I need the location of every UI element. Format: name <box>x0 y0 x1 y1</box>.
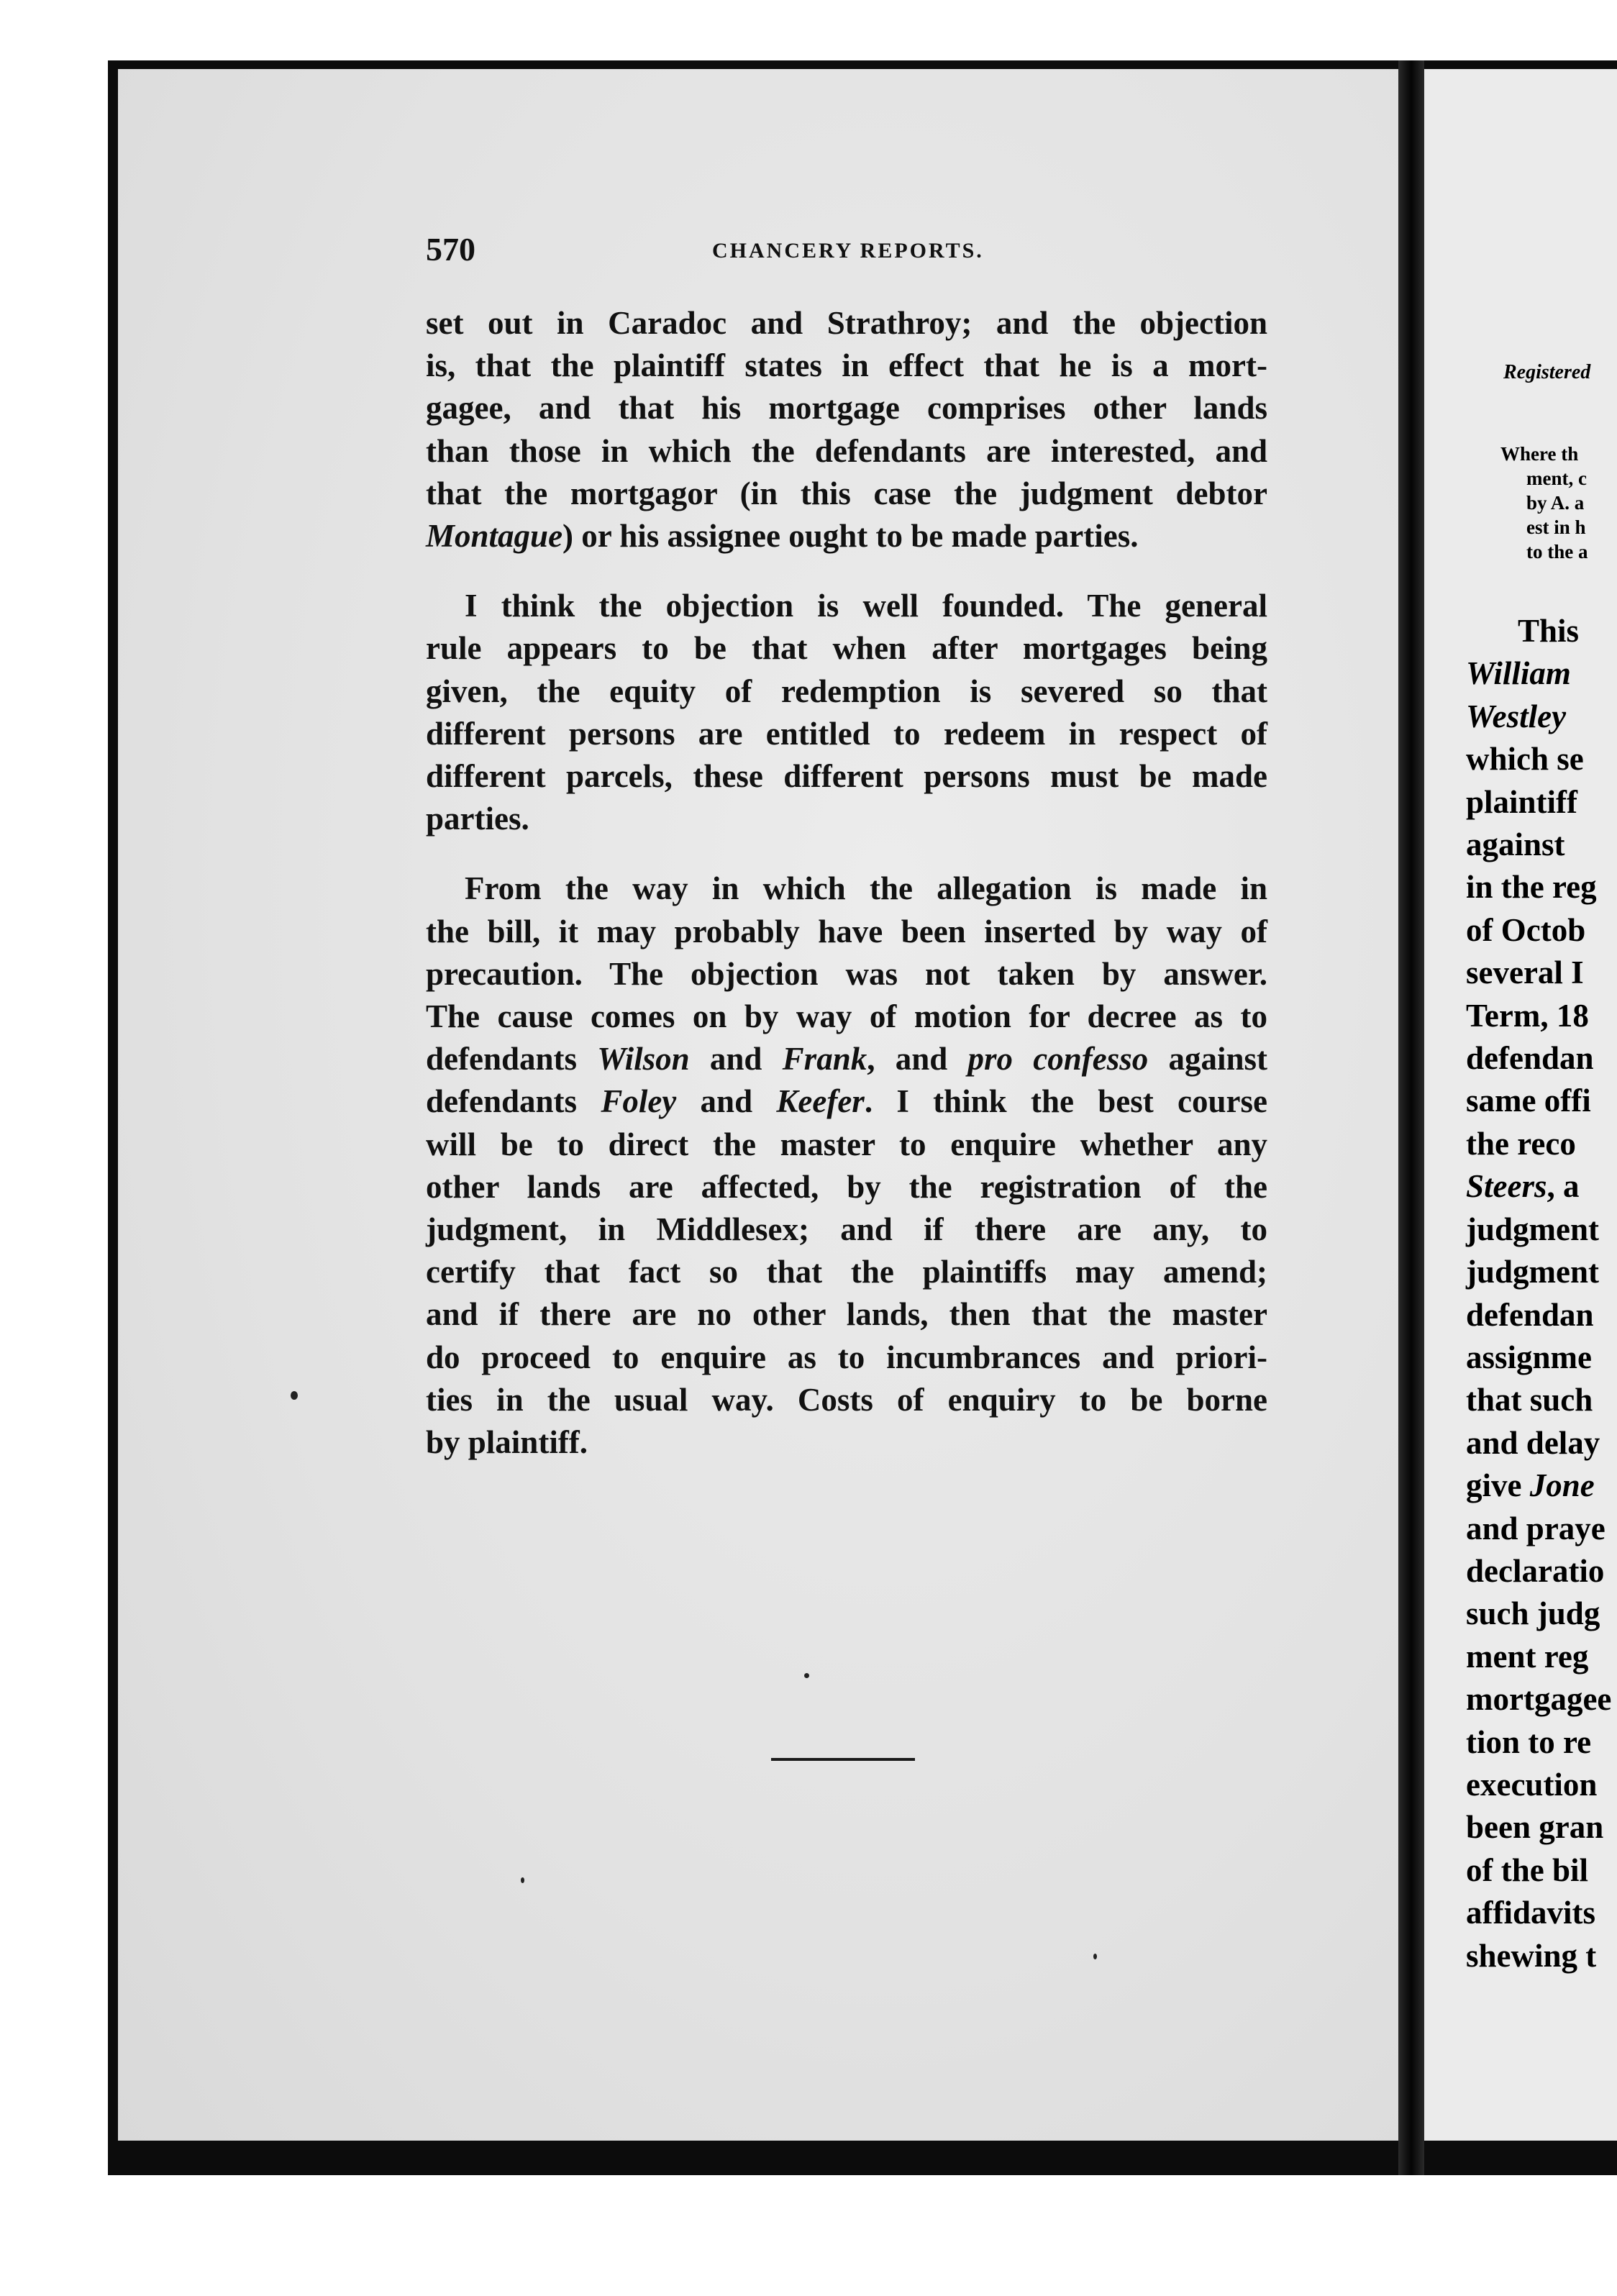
facing-text-line: mortgagee <box>1466 1681 1612 1718</box>
section-end-rule <box>771 1758 915 1761</box>
facing-text-line: affidavits <box>1466 1895 1595 1931</box>
text-line: rule appears to be that when after mortgages being <box>426 630 1267 667</box>
italic-name: Keefer <box>776 1083 865 1120</box>
text-line: than those in which the defendants are interested, and <box>426 432 1267 469</box>
facing-text-line: such judg <box>1466 1595 1600 1632</box>
text-line: other lands are affected, by the registration of the <box>426 1168 1267 1205</box>
facing-text-line: of Octob <box>1466 911 1586 948</box>
facing-text-line: This <box>1518 613 1580 649</box>
facing-text-line: of the bil <box>1466 1851 1589 1888</box>
scan-speck <box>1093 1954 1097 1959</box>
text-line: different persons are entitled to redeem in respect of <box>426 715 1267 752</box>
text-line: will be to direct the master to enquire whether any <box>426 1126 1267 1162</box>
facing-text-line: defendan <box>1466 1296 1594 1333</box>
facing-text-line: in the reg <box>1466 869 1597 906</box>
facing-text-line: shewing t <box>1466 1937 1597 1974</box>
italic-name: pro confesso <box>967 1041 1149 1078</box>
text-line: parties. <box>426 801 529 837</box>
facing-page-heading: Registered <box>1503 361 1591 383</box>
facing-text-line: been gran <box>1466 1809 1604 1846</box>
facing-text-line: execution <box>1466 1766 1598 1803</box>
facing-text-line: which se <box>1466 741 1584 778</box>
facing-text-line: declaratio <box>1466 1552 1605 1589</box>
text-line: different parcels, these different persons must be made <box>426 758 1267 795</box>
italic-name: Foley <box>601 1083 677 1120</box>
headnote-line: Where th <box>1500 443 1579 465</box>
text-line: precaution. The objection was not taken by answer. <box>426 955 1267 992</box>
text-line: the bill, it may probably have been inserted by way of <box>426 913 1267 949</box>
facing-text-line: ment reg <box>1466 1638 1589 1675</box>
running-title: CHANCERY REPORTS. <box>712 239 984 263</box>
headnote-line: by A. a <box>1526 492 1585 514</box>
text-line: judgment, in Middlesex; and if there are any, to <box>426 1211 1267 1248</box>
book-gutter <box>1398 60 1424 2175</box>
facing-text-line: judgment <box>1466 1211 1600 1247</box>
headnote-line: to the a <box>1526 541 1588 562</box>
italic-name: Montague <box>426 518 563 555</box>
text-line: Montague) or his assignee ought to be made parties. <box>426 518 1139 555</box>
facing-text-line: give Jone <box>1466 1467 1595 1504</box>
text-line: The cause comes on by way of motion for decree as to <box>426 998 1267 1035</box>
facing-text-line: same offi <box>1466 1083 1591 1119</box>
text-line: defendants Wilson and Frank, and pro confesso against <box>426 1041 1267 1078</box>
running-head <box>426 230 1282 281</box>
facing-text-line: and praye <box>1466 1510 1605 1546</box>
facing-text-line: that such <box>1466 1382 1593 1418</box>
text-line: ties in the usual way. Costs of enquiry to be borne <box>426 1381 1267 1418</box>
facing-page-body <box>1466 610 1611 1977</box>
text-line: defendants Foley and Keefer. I think the best course <box>426 1083 1267 1120</box>
italic-name: Wilson <box>597 1041 690 1078</box>
paragraph <box>426 302 1267 557</box>
facing-text-line: defendan <box>1466 1040 1594 1077</box>
facing-text-line: Westley <box>1466 698 1567 734</box>
paragraph <box>426 867 1267 1464</box>
facing-text-line: tion to re <box>1466 1723 1592 1760</box>
scan-speck <box>521 1877 524 1883</box>
text-line: set out in Caradoc and Strathroy; and the objection <box>426 305 1267 341</box>
page-number: 570 <box>426 231 475 268</box>
facing-text-line: judgment <box>1466 1254 1600 1290</box>
text-line: gagee, and that his mortgage comprises other lands <box>426 390 1267 427</box>
facing-text-line: William <box>1466 655 1571 692</box>
text-line: certify that fact so that the plaintiffs may amend; <box>426 1254 1267 1290</box>
scan-speck <box>804 1673 809 1678</box>
headnote-line: ment, c <box>1526 468 1587 489</box>
text-line: is, that the plaintiff states in effect that he is a mort- <box>426 347 1267 384</box>
text-line: and if there are no other lands, then that the master <box>426 1296 1267 1333</box>
text-line: that the mortgagor (in this case the judgment debtor <box>426 475 1267 511</box>
facing-text-line: several I <box>1466 955 1584 991</box>
text-line: by plaintiff. <box>426 1424 588 1461</box>
facing-page-fragment <box>1424 69 1617 2141</box>
facing-text-line: and delay <box>1466 1424 1600 1461</box>
report-body <box>426 302 1267 1464</box>
paragraph <box>426 585 1267 840</box>
text-line: I think the objection is well founded. The general <box>465 588 1267 624</box>
text-line: do proceed to enquire as to incumbrances and priori- <box>426 1339 1267 1375</box>
scan-speck <box>291 1391 298 1400</box>
facing-text-line: against <box>1466 826 1565 863</box>
text-line: From the way in which the allegation is made in <box>465 870 1267 907</box>
facing-page-headnote <box>1500 442 1588 564</box>
facing-text-line: Term, 18 <box>1466 997 1589 1034</box>
facing-text-line: plaintiff <box>1466 783 1578 820</box>
italic-name: Frank <box>782 1041 867 1078</box>
facing-text-line: assignme <box>1466 1339 1593 1375</box>
text-line: given, the equity of redemption is severed so that <box>426 673 1267 709</box>
facing-text-line: Steers, a <box>1466 1168 1580 1205</box>
facing-text-line: the reco <box>1466 1125 1576 1162</box>
headnote-line: est in h <box>1526 516 1586 538</box>
